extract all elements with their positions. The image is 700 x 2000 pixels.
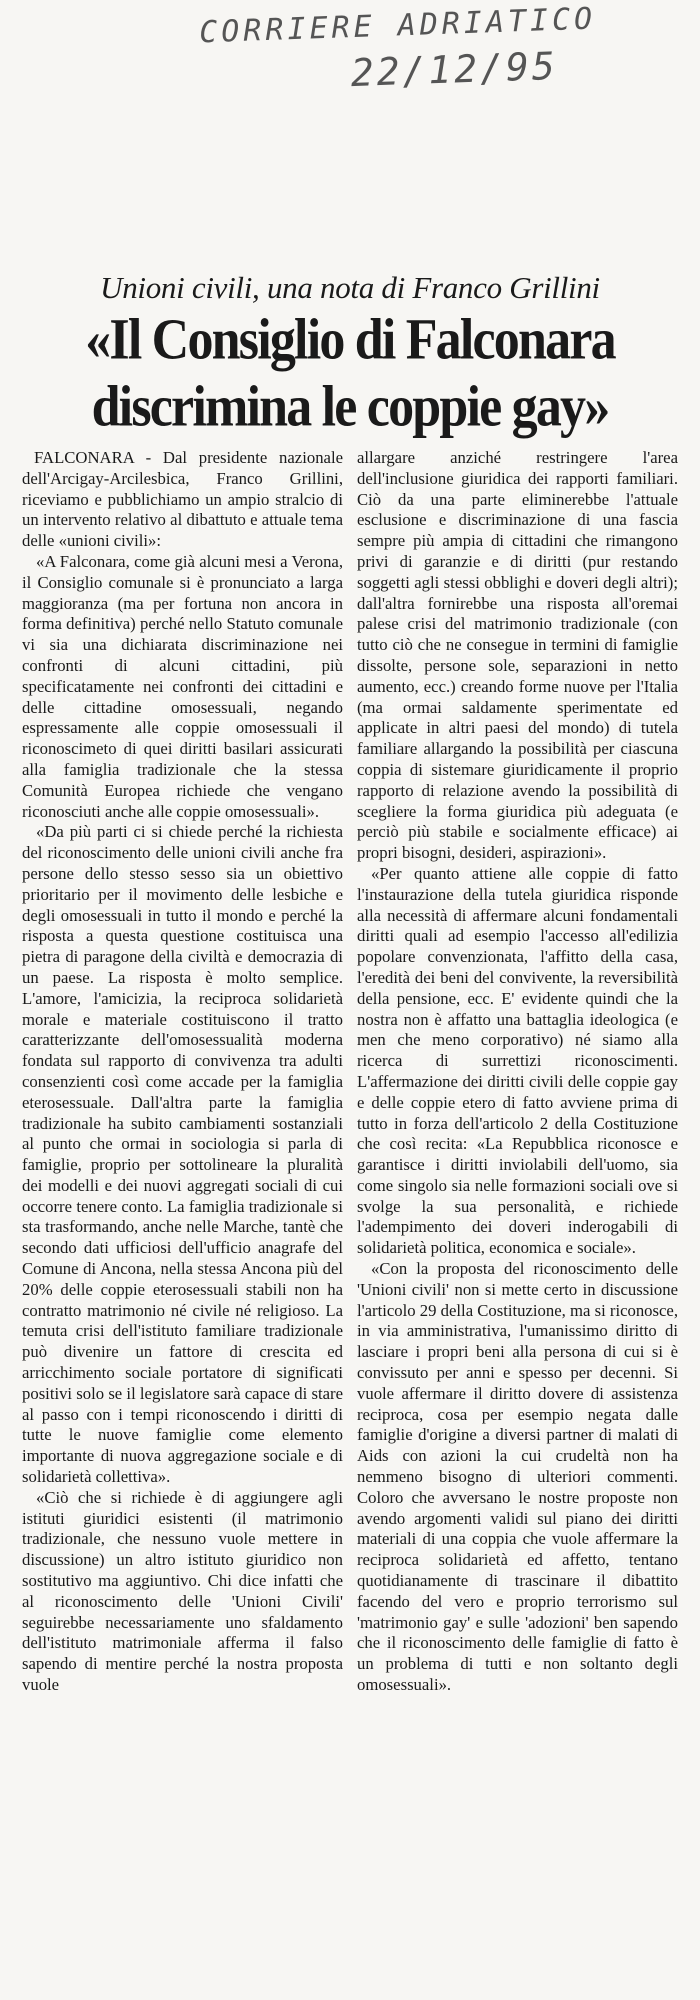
right-column	[357, 448, 678, 1696]
paragraph: FALCONARA - Dal presidente nazionale dell'Arcigay-Arcilesbica, Franco Grillini, riceviamo e pubblichiamo un ampio stralcio di un intervento relativo al dibattuto e attuale tema delle «unioni civili»:	[22, 448, 343, 551]
left-column	[22, 448, 343, 1696]
paragraph: allargare anziché restringere l'area dell'inclusione giuridica dei rapporti familiari. Ciò da una parte eliminerebbe l'attuale esclusione e discriminazione di una fascia sempre più ampia di cittadini che rimangono privi di garanzie e di diritti (pur restando soggetti agli stessi obblighi e doveri degli altri); dall'altra fornirebbe una risposta all'oremai palese crisi del matrimonio tradizionale (con tutto ciò che ne consegue in termini di famiglie dissolte, persone sole, separazioni in netto aumento, ecc.) creando forme nuove per l'Italia (ma ormai saldamente sperimentate ed applicate in altri paesi del mondo) di tutela familiare allargando la possibilità per ciascuna coppia di sistemare giuridicamente il proprio rapporto di relazione avendo la possibilità di scegliere la forma giuridica più adeguata (e perciò più stabile e socialmente efficace) ai propri bisogni, desideri, aspirazioni».	[357, 448, 678, 863]
paragraph: «Per quanto attiene alle coppie di fatto l'instaurazione della tutela giuridica risponde alla necessità di affermare alcuni fondamentali diritti quali ad esempio l'accesso all'edilizia popolare convenzionata, l'affitto della casa, l'eredità dei beni del convivente, la reversibilità della pensione, ecc. E' evidente quindi che la nostra non è affatto una battaglia ideologica (e men che meno corporativo) né siamo alla ricerca di surrettizi riconoscimenti. L'affermazione dei diritti civili delle coppie gay e delle coppie etero di fatto avviene prima di tutto in forza dell'articolo 2 della Costituzione che così recita: «La Repubblica riconosce e garantisce i diritti inviolabili dell'uomo, sia come singolo sia nelle formazioni sociali ove si svolge la sua personalità, e richiede l'adempimento dei doveri inderogabili di solidarietà politica, economica e sociale».	[357, 863, 678, 1258]
article-kicker: Unioni civili, una nota di Franco Grillini	[100, 270, 600, 305]
paragraph: «Da più parti ci si chiede perché la richiesta del riconoscimento delle unioni civili anche fra persone dello stesso sesso sia un obiettivo prioritario per il movimento delle lesbiche e degli omosessuali in tutto il mondo e perché la risposta a questa questione costituisca una pietra di paragone della civiltà e democrazia di un paese. La risposta è molto semplice. L'amore, l'amicizia, la reciproca solidarietà morale e materiale costituiscono il tratto caratterizzante dell'omosessualità moderna fondata sul rapporto di convivenza tra adulti consenzienti così come accade per la famiglia eterosessuale. Dall'altra parte la famiglia tradizionale ha subito cambiamenti sostanziali al punto che ormai in sociologia si parla di famiglie, proprio per sottolineare la pluralità dei modelli e dei nuovi aggregati sociali di cui occorre tenere conto. La famiglia tradizionale si sta trasformando, anche nelle Marche, tantè che secondo dati ufficiosi dell'ufficio anagrafe del Comune di Ancona, nella stessa Ancona più del 20% delle coppie eterosessuali stabili non ha contratto matrimonio né civile né religioso. La temuta crisi dell'istituto familiare tradizionale può divenire un fattore di crescita ed arricchimento sociale portatore di significati positivi solo se il legislatore sarà capace di stare al passo con i tempi riconoscendo i diritti di tutte le nuove famiglie come elemento importante di nuova aggregazione sociale e di solidarietà collettiva».	[22, 822, 343, 1487]
newspaper-clipping	[22, 270, 678, 1696]
article-body	[22, 448, 678, 1696]
handwritten-newspaper-name: CORRIERE ADRIATICO	[198, 1, 597, 51]
headline-line-2: discrimina le coppie gay»	[91, 375, 609, 439]
headline-line-1: «Il Consiglio di Falconara	[85, 307, 615, 372]
paragraph: «A Falconara, come già alcuni mesi a Verona, il Consiglio comunale si è pronunciato a larga maggioranza (ma per fortuna non ancora in forma definitiva) perché nello Statuto comunale vi sia una dichiarata discriminazione nei confronti di alcuni cittadini, più specificatamente nei confronti dei cittadini e delle cittadine omosessuali, negando espressamente alle coppie omosessuali il riconoscimeto di quei diritti basilari assicurati alla famiglia tradizionale che la stessa Comunità Europea richiede che vengano riconosciuti anche alle coppie omosessuali».	[22, 551, 343, 821]
paragraph: «Ciò che si richiede è di aggiungere agli istituti giuridici esistenti (il matrimonio tradizionale, che nessuno vuole mettere in discussione) un altro istituto giuridico non sostitutivo ma aggiuntivo. Chi dice infatti che al riconoscimento delle 'Unioni Civili' seguirebbe necessariamente uno sfaldamento dell'istituto matrimoniale afferma il falso sapendo di mentire perché la nostra proposta vuole	[22, 1487, 343, 1695]
handwritten-date: 22/12/95	[349, 43, 559, 96]
paragraph: «Con la proposta del riconoscimento delle 'Unioni civili' non si mette certo in discussione l'articolo 29 della Costituzione, ma si riconosce, in via amministrativa, l'umanissimo diritto di lasciare i propri beni alla persona di cui si è convissuto per anni e spesso per decenni. Si vuole affermare il diritto dovere di assistenza reciproca, cosa per esempio negata dalle famiglie d'origine a diversi partner di malati di Aids con azioni la cui crudeltà non ha nemmeno bisogno di ulteriori commenti. Coloro che avversano le nostre proposte non avendo argomenti validi sul piano dei diritti materiali di una coppia che vuole affermare la reciproca solidarietà ed affetto, tentano quotidianamente di trascinare il dibattito facendo del vero e proprio terrorismo sul 'matrimonio gay' e sulle 'adozioni' ben sapendo che il riconoscimento delle famiglie di fatto è un problema di tutti e non soltanto degli omosessuali».	[357, 1259, 678, 1695]
handwritten-annotation	[199, 1, 622, 101]
article-headline	[22, 307, 678, 441]
